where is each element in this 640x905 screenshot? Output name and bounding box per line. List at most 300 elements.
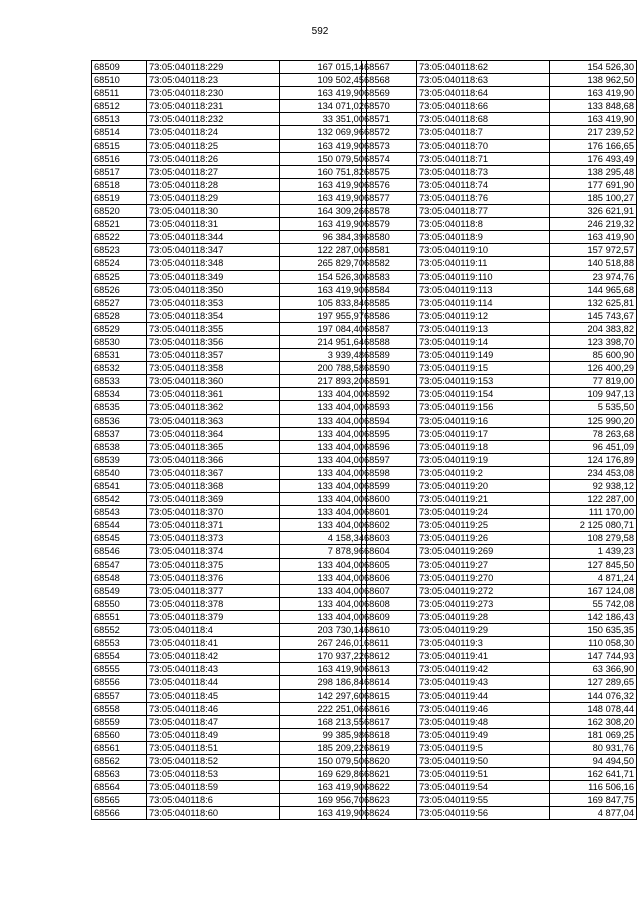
cadastral-number-cell: 73:05:040119:41 — [417, 650, 550, 663]
table-row — [92, 87, 367, 100]
row-number-cell: 68519 — [92, 191, 147, 204]
table-row — [362, 283, 637, 296]
cadastral-number-cell: 73:05:040118:358 — [147, 362, 280, 375]
table-row — [362, 558, 637, 571]
cadastral-number-cell: 73:05:040119:50 — [417, 754, 550, 767]
table-row — [92, 728, 367, 741]
cadastral-number-cell: 73:05:040118:49 — [147, 728, 280, 741]
row-number-cell: 68549 — [92, 584, 147, 597]
cadastral-number-cell: 73:05:040118:60 — [147, 807, 280, 820]
row-number-cell: 68562 — [92, 754, 147, 767]
row-number-cell: 68594 — [362, 414, 417, 427]
table-row — [362, 453, 637, 466]
value-cell: 55 742,08 — [550, 597, 637, 610]
row-number-cell: 68574 — [362, 152, 417, 165]
value-cell: 150 635,35 — [550, 624, 637, 637]
row-number-cell: 68540 — [92, 466, 147, 479]
value-cell: 163 419,90 — [280, 807, 367, 820]
table-row — [92, 637, 367, 650]
row-number-cell: 68565 — [92, 794, 147, 807]
table-row — [362, 205, 637, 218]
cadastral-number-cell: 73:05:040118:42 — [147, 650, 280, 663]
row-number-cell: 68527 — [92, 296, 147, 309]
value-cell: 109 947,13 — [550, 388, 637, 401]
cadastral-number-cell: 73:05:040118:30 — [147, 205, 280, 218]
table-row — [362, 100, 637, 113]
value-cell: 150 079,50 — [280, 152, 367, 165]
row-number-cell: 68615 — [362, 689, 417, 702]
row-number-cell: 68553 — [92, 637, 147, 650]
row-number-cell: 68616 — [362, 702, 417, 715]
table-row — [362, 309, 637, 322]
cadastral-number-cell: 73:05:040118:52 — [147, 754, 280, 767]
table-row — [92, 794, 367, 807]
table-row — [92, 165, 367, 178]
row-number-cell: 68602 — [362, 519, 417, 532]
value-cell: 163 419,90 — [280, 139, 367, 152]
row-number-cell: 68624 — [362, 807, 417, 820]
row-number-cell: 68581 — [362, 244, 417, 257]
value-cell: 163 419,90 — [280, 87, 367, 100]
value-cell: 124 176,89 — [550, 453, 637, 466]
table-row — [92, 100, 367, 113]
cadastral-number-cell: 73:05:040118:63 — [417, 74, 550, 87]
value-cell: 127 289,65 — [550, 676, 637, 689]
table-row — [92, 781, 367, 794]
row-number-cell: 68547 — [92, 558, 147, 571]
cadastral-number-cell: 73:05:040118:8 — [417, 218, 550, 231]
table-row — [92, 715, 367, 728]
value-cell: 214 951,64 — [280, 335, 367, 348]
cadastral-number-cell: 73:05:040119:24 — [417, 506, 550, 519]
table-row — [362, 493, 637, 506]
value-cell: 133 404,00 — [280, 427, 367, 440]
value-cell: 105 833,84 — [280, 296, 367, 309]
row-number-cell: 68572 — [362, 126, 417, 139]
table-row — [92, 768, 367, 781]
value-cell: 217 239,52 — [550, 126, 637, 139]
value-cell: 111 170,00 — [550, 506, 637, 519]
value-cell: 126 400,29 — [550, 362, 637, 375]
value-cell: 267 246,01 — [280, 637, 367, 650]
row-number-cell: 68509 — [92, 61, 147, 74]
row-number-cell: 68518 — [92, 178, 147, 191]
table-row — [362, 87, 637, 100]
table-row — [362, 466, 637, 479]
value-cell: 133 404,00 — [280, 519, 367, 532]
row-number-cell: 68539 — [92, 453, 147, 466]
cadastral-number-cell: 73:05:040119:11 — [417, 257, 550, 270]
cadastral-number-cell: 73:05:040118:377 — [147, 584, 280, 597]
table-row — [362, 571, 637, 584]
row-number-cell: 68605 — [362, 558, 417, 571]
row-number-cell: 68546 — [92, 545, 147, 558]
table-row — [362, 244, 637, 257]
value-cell: 148 078,44 — [550, 702, 637, 715]
table-row — [92, 283, 367, 296]
cadastral-number-cell: 73:05:040118:229 — [147, 61, 280, 74]
cadastral-number-cell: 73:05:040119:13 — [417, 322, 550, 335]
cadastral-number-cell: 73:05:040118:376 — [147, 571, 280, 584]
table-row — [362, 597, 637, 610]
table-row — [92, 545, 367, 558]
value-cell: 4 158,34 — [280, 532, 367, 545]
table-row — [362, 781, 637, 794]
row-number-cell: 68593 — [362, 401, 417, 414]
value-cell: 78 263,68 — [550, 427, 637, 440]
row-number-cell: 68529 — [92, 322, 147, 335]
cadastral-number-cell: 73:05:040118:43 — [147, 663, 280, 676]
value-cell: 162 308,20 — [550, 715, 637, 728]
cadastral-number-cell: 73:05:040118:24 — [147, 126, 280, 139]
cadastral-number-cell: 73:05:040119:43 — [417, 676, 550, 689]
row-number-cell: 68537 — [92, 427, 147, 440]
value-cell: 164 309,26 — [280, 205, 367, 218]
table-row — [362, 584, 637, 597]
row-number-cell: 68601 — [362, 506, 417, 519]
table-row — [92, 610, 367, 623]
cadastral-number-cell: 73:05:040118:53 — [147, 768, 280, 781]
register-table-left — [91, 60, 367, 820]
value-cell: 109 502,45 — [280, 74, 367, 87]
value-cell: 122 287,00 — [280, 244, 367, 257]
value-cell: 298 186,84 — [280, 676, 367, 689]
cadastral-number-cell: 73:05:040118:379 — [147, 610, 280, 623]
cadastral-number-cell: 73:05:040118:28 — [147, 178, 280, 191]
cadastral-number-cell: 73:05:040118:62 — [417, 61, 550, 74]
table-row — [362, 401, 637, 414]
table-row — [92, 362, 367, 375]
row-number-cell: 68604 — [362, 545, 417, 558]
cadastral-number-cell: 73:05:040119:29 — [417, 624, 550, 637]
table-row — [362, 754, 637, 767]
table-row — [92, 191, 367, 204]
table-row — [92, 519, 367, 532]
cadastral-number-cell: 73:05:040118:374 — [147, 545, 280, 558]
row-number-cell: 68568 — [362, 74, 417, 87]
table-row — [92, 296, 367, 309]
value-cell: 133 404,00 — [280, 401, 367, 414]
table-row — [92, 375, 367, 388]
row-number-cell: 68528 — [92, 309, 147, 322]
table-row — [362, 74, 637, 87]
row-number-cell: 68583 — [362, 270, 417, 283]
value-cell: 132 069,96 — [280, 126, 367, 139]
row-number-cell: 68526 — [92, 283, 147, 296]
row-number-cell: 68521 — [92, 218, 147, 231]
row-number-cell: 68532 — [92, 362, 147, 375]
table-row — [92, 152, 367, 165]
value-cell: 96 384,39 — [280, 231, 367, 244]
cadastral-number-cell: 73:05:040118:68 — [417, 113, 550, 126]
cadastral-number-cell: 73:05:040118:7 — [417, 126, 550, 139]
row-number-cell: 68613 — [362, 663, 417, 676]
row-number-cell: 68576 — [362, 178, 417, 191]
row-number-cell: 68551 — [92, 610, 147, 623]
value-cell: 197 084,40 — [280, 322, 367, 335]
table-row — [92, 349, 367, 362]
value-cell: 138 962,50 — [550, 74, 637, 87]
row-number-cell: 68542 — [92, 493, 147, 506]
value-cell: 2 125 080,71 — [550, 519, 637, 532]
table-row — [92, 624, 367, 637]
table-row — [92, 309, 367, 322]
value-cell: 176 493,49 — [550, 152, 637, 165]
row-number-cell: 68595 — [362, 427, 417, 440]
row-number-cell: 68582 — [362, 257, 417, 270]
table-row — [362, 610, 637, 623]
value-cell: 1 439,23 — [550, 545, 637, 558]
cadastral-number-cell: 73:05:040119:273 — [417, 597, 550, 610]
table-row — [92, 571, 367, 584]
value-cell: 154 526,30 — [550, 61, 637, 74]
table-row — [362, 807, 637, 820]
row-number-cell: 68621 — [362, 768, 417, 781]
row-number-cell: 68522 — [92, 231, 147, 244]
value-cell: 163 419,90 — [550, 231, 637, 244]
value-cell: 99 385,98 — [280, 728, 367, 741]
cadastral-number-cell: 73:05:040118:70 — [417, 139, 550, 152]
value-cell: 217 893,20 — [280, 375, 367, 388]
row-number-cell: 68606 — [362, 571, 417, 584]
row-number-cell: 68622 — [362, 781, 417, 794]
cadastral-number-cell: 73:05:040119:10 — [417, 244, 550, 257]
value-cell: 150 079,50 — [280, 754, 367, 767]
row-number-cell: 68510 — [92, 74, 147, 87]
table-row — [362, 178, 637, 191]
value-cell: 204 383,82 — [550, 322, 637, 335]
cadastral-number-cell: 73:05:040119:42 — [417, 663, 550, 676]
cadastral-number-cell: 73:05:040118:348 — [147, 257, 280, 270]
cadastral-number-cell: 73:05:040119:25 — [417, 519, 550, 532]
value-cell: 133 404,00 — [280, 388, 367, 401]
cadastral-number-cell: 73:05:040119:156 — [417, 401, 550, 414]
value-cell: 133 404,00 — [280, 610, 367, 623]
value-cell: 80 931,76 — [550, 741, 637, 754]
cadastral-number-cell: 73:05:040119:15 — [417, 362, 550, 375]
value-cell: 108 279,58 — [550, 532, 637, 545]
table-row — [92, 427, 367, 440]
value-cell: 5 535,50 — [550, 401, 637, 414]
row-number-cell: 68571 — [362, 113, 417, 126]
value-cell: 167 015,14 — [280, 61, 367, 74]
value-cell: 132 625,81 — [550, 296, 637, 309]
cadastral-number-cell: 73:05:040118:354 — [147, 309, 280, 322]
cadastral-number-cell: 73:05:040118:232 — [147, 113, 280, 126]
table-row — [362, 650, 637, 663]
cadastral-number-cell: 73:05:040118:27 — [147, 165, 280, 178]
table-row — [362, 113, 637, 126]
cadastral-number-cell: 73:05:040118:4 — [147, 624, 280, 637]
row-number-cell: 68600 — [362, 493, 417, 506]
table-row — [92, 506, 367, 519]
row-number-cell: 68573 — [362, 139, 417, 152]
cadastral-number-cell: 73:05:040118:360 — [147, 375, 280, 388]
cadastral-number-cell: 73:05:040118:59 — [147, 781, 280, 794]
table-row — [362, 741, 637, 754]
cadastral-number-cell: 73:05:040118:363 — [147, 414, 280, 427]
value-cell: 157 972,57 — [550, 244, 637, 257]
cadastral-number-cell: 73:05:040118:373 — [147, 532, 280, 545]
table-row — [92, 807, 367, 820]
row-number-cell: 68536 — [92, 414, 147, 427]
table-row — [362, 139, 637, 152]
value-cell: 167 124,08 — [550, 584, 637, 597]
row-number-cell: 68579 — [362, 218, 417, 231]
row-number-cell: 68567 — [362, 61, 417, 74]
cadastral-number-cell: 73:05:040118:350 — [147, 283, 280, 296]
row-number-cell: 68610 — [362, 624, 417, 637]
cadastral-number-cell: 73:05:040119:272 — [417, 584, 550, 597]
row-number-cell: 68552 — [92, 624, 147, 637]
table-row — [362, 257, 637, 270]
value-cell: 133 404,00 — [280, 571, 367, 584]
value-cell: 185 100,27 — [550, 191, 637, 204]
row-number-cell: 68609 — [362, 610, 417, 623]
table-row — [92, 244, 367, 257]
cadastral-number-cell: 73:05:040119:17 — [417, 427, 550, 440]
row-number-cell: 68569 — [362, 87, 417, 100]
table-row — [92, 335, 367, 348]
row-number-cell: 68554 — [92, 650, 147, 663]
value-cell: 265 829,70 — [280, 257, 367, 270]
row-number-cell: 68603 — [362, 532, 417, 545]
value-cell: 181 069,25 — [550, 728, 637, 741]
value-cell: 163 419,90 — [280, 191, 367, 204]
cadastral-number-cell: 73:05:040118:368 — [147, 480, 280, 493]
table-row — [362, 676, 637, 689]
cadastral-number-cell: 73:05:040118:29 — [147, 191, 280, 204]
cadastral-number-cell: 73:05:040118:355 — [147, 322, 280, 335]
value-cell: 133 404,00 — [280, 584, 367, 597]
value-cell: 133 404,00 — [280, 480, 367, 493]
cadastral-number-cell: 73:05:040118:357 — [147, 349, 280, 362]
row-number-cell: 68524 — [92, 257, 147, 270]
table-row — [362, 335, 637, 348]
cadastral-number-cell: 73:05:040118:45 — [147, 689, 280, 702]
row-number-cell: 68523 — [92, 244, 147, 257]
cadastral-number-cell: 73:05:040118:375 — [147, 558, 280, 571]
table-row — [362, 270, 637, 283]
cadastral-number-cell: 73:05:040118:378 — [147, 597, 280, 610]
cadastral-number-cell: 73:05:040119:12 — [417, 309, 550, 322]
cadastral-number-cell: 73:05:040118:367 — [147, 466, 280, 479]
row-number-cell: 68520 — [92, 205, 147, 218]
table-row — [92, 139, 367, 152]
table-row — [362, 61, 637, 74]
table-row — [362, 480, 637, 493]
cadastral-number-cell: 73:05:040119:56 — [417, 807, 550, 820]
value-cell: 163 419,90 — [280, 178, 367, 191]
cadastral-number-cell: 73:05:040118:344 — [147, 231, 280, 244]
row-number-cell: 68590 — [362, 362, 417, 375]
value-cell: 4 877,04 — [550, 807, 637, 820]
table-row — [92, 178, 367, 191]
cadastral-number-cell: 73:05:040119:54 — [417, 781, 550, 794]
row-number-cell: 68543 — [92, 506, 147, 519]
row-number-cell: 68550 — [92, 597, 147, 610]
cadastral-number-cell: 73:05:040119:5 — [417, 741, 550, 754]
row-number-cell: 68517 — [92, 165, 147, 178]
row-number-cell: 68620 — [362, 754, 417, 767]
cadastral-number-cell: 73:05:040119:48 — [417, 715, 550, 728]
table-row — [362, 545, 637, 558]
row-number-cell: 68598 — [362, 466, 417, 479]
table-row — [362, 126, 637, 139]
row-number-cell: 68617 — [362, 715, 417, 728]
cadastral-number-cell: 73:05:040118:64 — [417, 87, 550, 100]
cadastral-number-cell: 73:05:040118:364 — [147, 427, 280, 440]
table-row — [362, 388, 637, 401]
row-number-cell: 68556 — [92, 676, 147, 689]
cadastral-number-cell: 73:05:040118:26 — [147, 152, 280, 165]
table-row — [362, 322, 637, 335]
register-table-right — [361, 60, 637, 820]
row-number-cell: 68592 — [362, 388, 417, 401]
cadastral-number-cell: 73:05:040118:230 — [147, 87, 280, 100]
table-row — [92, 113, 367, 126]
row-number-cell: 68558 — [92, 702, 147, 715]
cadastral-number-cell: 73:05:040118:370 — [147, 506, 280, 519]
cadastral-number-cell: 73:05:040118:356 — [147, 335, 280, 348]
table-row — [92, 597, 367, 610]
value-cell: 163 419,90 — [280, 663, 367, 676]
row-number-cell: 68514 — [92, 126, 147, 139]
value-cell: 133 404,00 — [280, 558, 367, 571]
row-number-cell: 68512 — [92, 100, 147, 113]
value-cell: 246 219,32 — [550, 218, 637, 231]
table-row — [362, 532, 637, 545]
cadastral-number-cell: 73:05:040119:269 — [417, 545, 550, 558]
value-cell: 169 629,86 — [280, 768, 367, 781]
row-number-cell: 68534 — [92, 388, 147, 401]
row-number-cell: 68607 — [362, 584, 417, 597]
table-row — [92, 532, 367, 545]
value-cell: 133 404,00 — [280, 493, 367, 506]
value-cell: 169 847,75 — [550, 794, 637, 807]
table-row — [362, 794, 637, 807]
table-row — [362, 349, 637, 362]
cadastral-number-cell: 73:05:040119:46 — [417, 702, 550, 715]
table-row — [92, 676, 367, 689]
table-row — [362, 414, 637, 427]
row-number-cell: 68560 — [92, 728, 147, 741]
table-row — [362, 231, 637, 244]
cadastral-number-cell: 73:05:040118:9 — [417, 231, 550, 244]
value-cell: 133 404,00 — [280, 506, 367, 519]
cadastral-number-cell: 73:05:040118:353 — [147, 296, 280, 309]
table-row — [362, 296, 637, 309]
table-row — [92, 741, 367, 754]
table-row — [362, 440, 637, 453]
table-row — [92, 218, 367, 231]
table-row — [362, 624, 637, 637]
row-number-cell: 68588 — [362, 335, 417, 348]
value-cell: 326 621,91 — [550, 205, 637, 218]
row-number-cell: 68563 — [92, 768, 147, 781]
row-number-cell: 68535 — [92, 401, 147, 414]
cadastral-number-cell: 73:05:040119:113 — [417, 283, 550, 296]
table-row — [362, 715, 637, 728]
value-cell: 7 878,96 — [280, 545, 367, 558]
value-cell: 133 848,68 — [550, 100, 637, 113]
table-row — [362, 506, 637, 519]
value-cell: 142 297,60 — [280, 689, 367, 702]
value-cell: 163 419,90 — [550, 87, 637, 100]
value-cell: 110 058,30 — [550, 637, 637, 650]
cadastral-number-cell: 73:05:040118:47 — [147, 715, 280, 728]
table-row — [362, 663, 637, 676]
